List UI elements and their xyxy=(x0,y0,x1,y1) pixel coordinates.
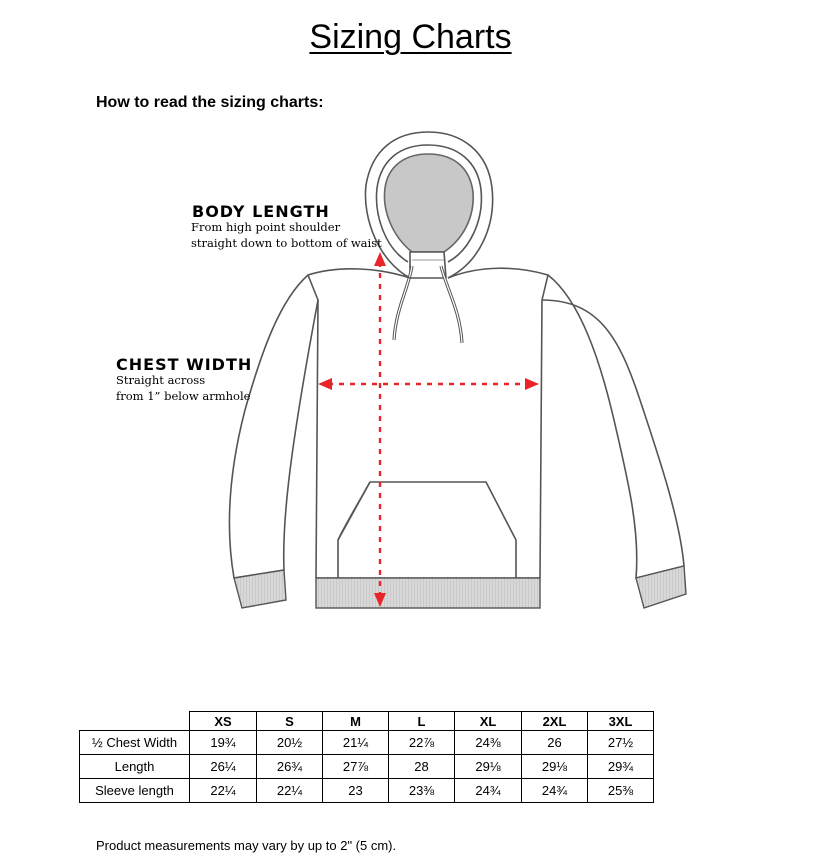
row-label: Length xyxy=(80,755,190,779)
table-cell: 23 xyxy=(323,779,389,803)
chest-width-desc-1: Straight across xyxy=(116,373,206,387)
column-header: L xyxy=(389,712,455,731)
table-cell: 21¼ xyxy=(323,731,389,755)
table-cell: 26¼ xyxy=(190,755,257,779)
section-subtitle: How to read the sizing charts: xyxy=(96,94,324,111)
table-cell: 24¾ xyxy=(522,779,588,803)
column-header: S xyxy=(257,712,323,731)
table-header-row xyxy=(80,712,654,731)
table-cell: 29⅛ xyxy=(522,755,588,779)
table-cell: 28 xyxy=(389,755,455,779)
column-header: XL xyxy=(455,712,522,731)
table-row xyxy=(80,731,654,755)
table-cell: 25⅜ xyxy=(588,779,654,803)
table-cell: 20½ xyxy=(257,731,323,755)
sleeve-left xyxy=(230,275,318,578)
body-length-desc-2: straight down to bottom of waist xyxy=(191,236,382,250)
table-corner xyxy=(80,712,190,731)
chest-width-heading: CHEST WIDTH xyxy=(116,355,253,374)
body-length-desc-1: From high point shoulder xyxy=(191,220,341,234)
table-cell: 24¾ xyxy=(455,779,522,803)
page-title: Sizing Charts xyxy=(309,18,512,56)
table-cell: 27⅞ xyxy=(323,755,389,779)
table-cell: 26¾ xyxy=(257,755,323,779)
kangaroo-pocket xyxy=(338,482,516,578)
table-row xyxy=(80,779,654,803)
body-length-arrow xyxy=(374,252,386,607)
table-cell: 26 xyxy=(522,731,588,755)
chest-width-desc-2: from 1” below armhole xyxy=(116,389,251,403)
row-label: ½ Chest Width xyxy=(80,731,190,755)
chest-width-arrow xyxy=(318,378,539,390)
table-cell: 19¾ xyxy=(190,731,257,755)
table-cell: 22⅞ xyxy=(389,731,455,755)
column-header: XS xyxy=(190,712,257,731)
table-cell: 22¼ xyxy=(190,779,257,803)
body-length-heading: BODY LENGTH xyxy=(192,202,330,221)
table-cell: 22¼ xyxy=(257,779,323,803)
column-header: 2XL xyxy=(522,712,588,731)
measurement-note: Product measurements may vary by up to 2" (5 cm). xyxy=(96,838,397,853)
table-cell: 29⅛ xyxy=(455,755,522,779)
row-label: Sleeve length xyxy=(80,779,190,803)
cuff-right xyxy=(636,566,686,608)
hood-opening xyxy=(384,154,473,252)
table-cell: 24⅜ xyxy=(455,731,522,755)
sleeve-right xyxy=(542,275,684,578)
size-table xyxy=(79,711,654,803)
column-header: M xyxy=(323,712,389,731)
column-header: 3XL xyxy=(588,712,654,731)
cuff-left xyxy=(234,570,286,608)
table-cell: 29¾ xyxy=(588,755,654,779)
table-cell: 23⅜ xyxy=(389,779,455,803)
waistband xyxy=(316,578,540,608)
table-row xyxy=(80,755,654,779)
table-cell: 27½ xyxy=(588,731,654,755)
